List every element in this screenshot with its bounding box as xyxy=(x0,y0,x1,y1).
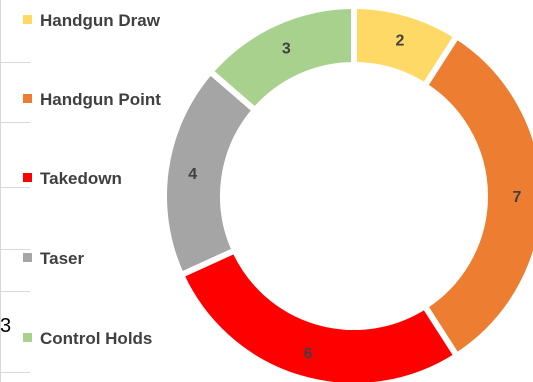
data-label-takedown: 6 xyxy=(303,345,313,363)
data-label-taser: 4 xyxy=(188,165,198,183)
legend-swatch-handgun-point xyxy=(23,94,32,103)
slice-takedown xyxy=(181,250,457,382)
data-label-handgun-draw: 2 xyxy=(395,32,405,50)
chart-legend xyxy=(23,11,161,348)
data-label-control-holds: 3 xyxy=(281,40,291,58)
legend-swatch-takedown xyxy=(23,173,32,182)
legend-swatch-handgun-draw xyxy=(23,15,32,24)
legend-label-takedown: Takedown xyxy=(40,169,122,188)
doughnut-ring xyxy=(164,6,533,382)
legend-label-handgun-draw: Handgun Draw xyxy=(40,11,160,30)
legend-swatch-control-holds xyxy=(23,333,32,342)
legend-label-taser: Taser xyxy=(40,249,85,268)
legend-label-control-holds: Control Holds xyxy=(40,329,153,348)
legend-swatch-taser xyxy=(23,253,32,262)
data-label-handgun-point: 7 xyxy=(512,189,522,206)
cell-edge-text: 3 xyxy=(0,315,12,337)
legend-label-handgun-point: Handgun Point xyxy=(40,90,161,109)
